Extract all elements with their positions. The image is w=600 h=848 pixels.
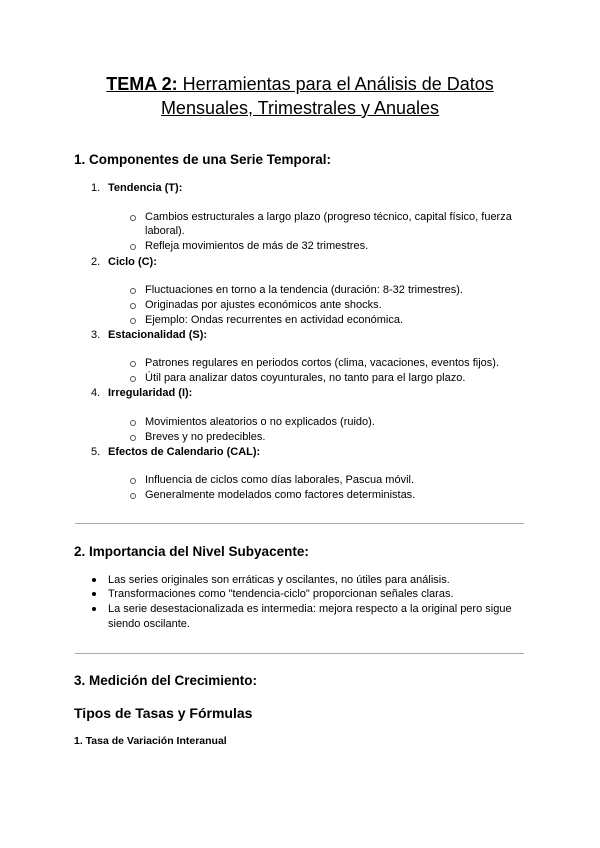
circle-bullet-icon	[130, 376, 136, 382]
list-item: Patrones regulares en periodos cortos (clima, vacaciones, eventos fijos).	[145, 357, 500, 369]
list-item: Movimientos aleatorios o no explicados (ruido).	[145, 416, 375, 428]
bullet-icon	[92, 592, 96, 596]
title-rest: Herramientas para el Análisis de Datos	[177, 74, 494, 94]
circle-bullet-icon	[130, 303, 136, 309]
item-label: Efectos de Calendario (CAL):	[108, 446, 261, 458]
circle-bullet-icon	[130, 361, 136, 367]
list-item: Útil para analizar datos coyunturales, no tanto para el largo plazo.	[145, 372, 466, 384]
bullet-icon	[92, 578, 96, 582]
list-item: Las series originales son erráticas y oscilantes, no útiles para análisis.	[108, 574, 450, 586]
document-title-line2: Mensuales, Trimestrales y Anuales	[160, 98, 440, 118]
circle-bullet-icon	[130, 493, 136, 499]
subsection-heading: Tipos de Tasas y Fórmulas	[74, 705, 253, 721]
circle-bullet-icon	[130, 420, 136, 426]
item-number: 2.	[91, 256, 101, 268]
circle-bullet-icon	[130, 244, 136, 250]
item-label: Ciclo (C):	[108, 256, 157, 268]
title-bold: TEMA 2:	[106, 74, 178, 94]
item-label: Tendencia (T):	[108, 182, 183, 194]
list-item-cont: laboral).	[145, 225, 185, 237]
item-number: 5.	[91, 446, 101, 458]
item-number: 1.	[91, 182, 101, 194]
section-3-heading: 3. Medición del Crecimiento:	[74, 673, 258, 688]
list-item: Generalmente modelados como factores deterministas.	[145, 489, 416, 501]
item-label: Estacionalidad (S):	[108, 329, 208, 341]
list-item: Influencia de ciclos como días laborales, Pascua móvil.	[145, 474, 415, 486]
list-item: Breves y no predecibles.	[145, 431, 266, 443]
section-2-heading: 2. Importancia del Nivel Subyacente:	[74, 544, 309, 559]
section-1-heading: 1. Componentes de una Serie Temporal:	[74, 152, 332, 167]
list-item-cont: siendo oscilante.	[108, 618, 190, 630]
list-item: Fluctuaciones en torno a la tendencia (duración: 8-32 trimestres).	[145, 284, 463, 296]
list-item: Originadas por ajustes económicos ante shocks.	[145, 299, 382, 311]
item-number: 4.	[91, 387, 101, 399]
list-item: Ejemplo: Ondas recurrentes en actividad económica.	[145, 314, 404, 326]
list-item: Cambios estructurales a largo plazo (progreso técnico, capital físico, fuerza	[145, 211, 512, 223]
divider	[75, 523, 524, 524]
circle-bullet-icon	[130, 478, 136, 484]
item-label: Irregularidad (I):	[108, 387, 193, 399]
circle-bullet-icon	[130, 288, 136, 294]
subsection-item-heading: 1. Tasa de Variación Interanual	[74, 735, 227, 747]
circle-bullet-icon	[130, 215, 136, 221]
divider	[75, 653, 524, 654]
circle-bullet-icon	[130, 435, 136, 441]
list-item: La serie desestacionalizada es intermedia: mejora respecto a la original pero sigue	[108, 603, 512, 615]
document-title	[0, 75, 600, 93]
bullet-icon	[92, 607, 96, 611]
list-item: Refleja movimientos de más de 32 trimestres.	[145, 240, 369, 252]
list-item: Transformaciones como "tendencia-ciclo" proporcionan señales claras.	[108, 588, 454, 600]
item-number: 3.	[91, 329, 101, 341]
circle-bullet-icon	[130, 318, 136, 324]
